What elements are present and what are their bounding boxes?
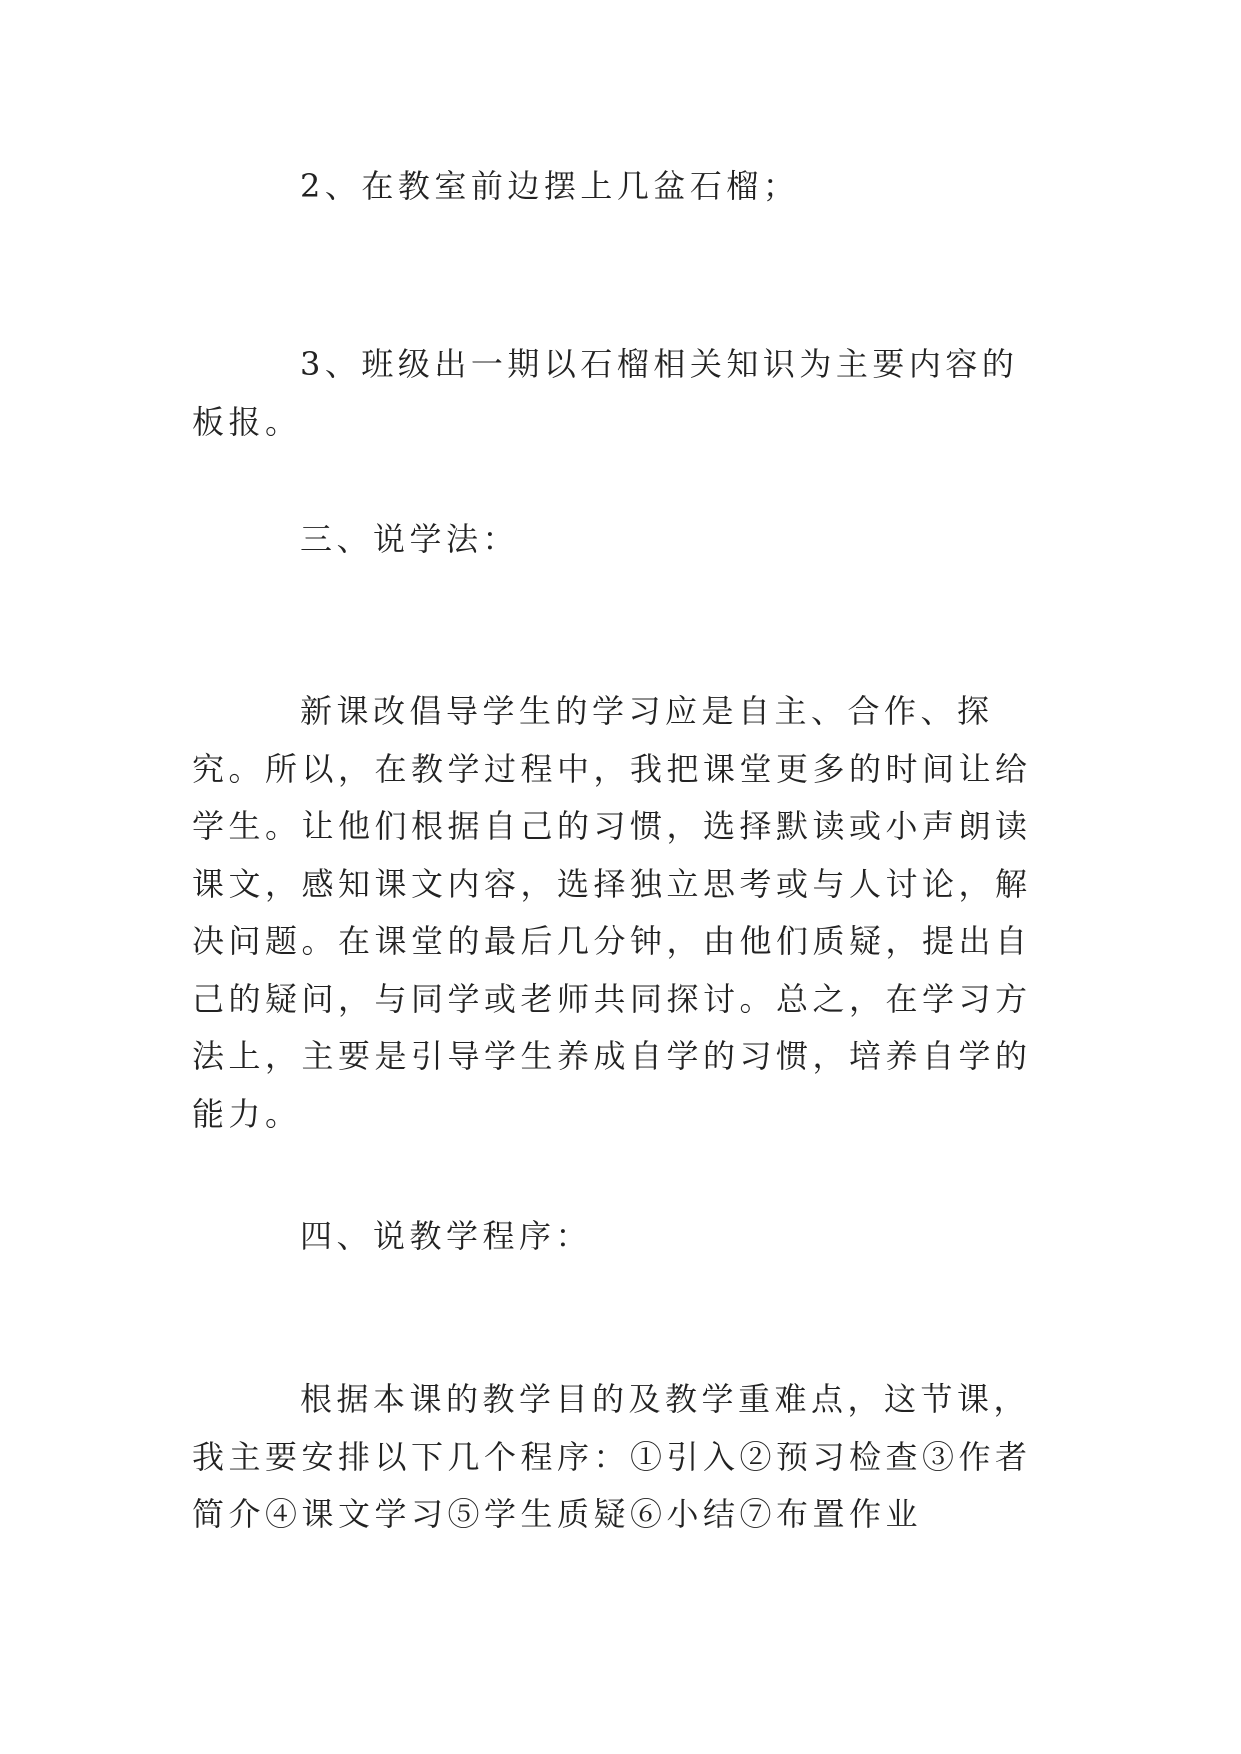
section-heading-study-methods: 三、说学法： — [300, 520, 520, 558]
section-heading-teaching-procedure: 四、说教学程序： — [300, 1217, 593, 1255]
list-item-3: 3、班级出一期以石榴相关知识为主要内容的板报。 — [192, 345, 1019, 441]
list-item-2: 2、在教室前边摆上几盆石榴； — [300, 167, 800, 205]
body-paragraph-teaching-procedure: 根据本课的教学目的及教学重难点，这节课，我主要安排以下几个程序：①引入②预习检查③作者简介④课文学习⑤学生质疑⑥小结⑦布置作业 — [192, 1380, 1032, 1533]
body-paragraph-study-methods: 新课改倡导学生的学习应是自主、合作、探究。所以，在教学过程中，我把课堂更多的时间让给学生。让他们根据自己的习惯，选择默读或小声朗读课文，感知课文内容，选择独立思考或与人讨论，解决问题。在课堂的最后几分钟，由他们质疑，提出自己的疑问，与同学或老师共同探讨。总之，在学习方法上，主要是引导学生养成自学的习惯，培养自学的能力。 — [192, 692, 1032, 1133]
